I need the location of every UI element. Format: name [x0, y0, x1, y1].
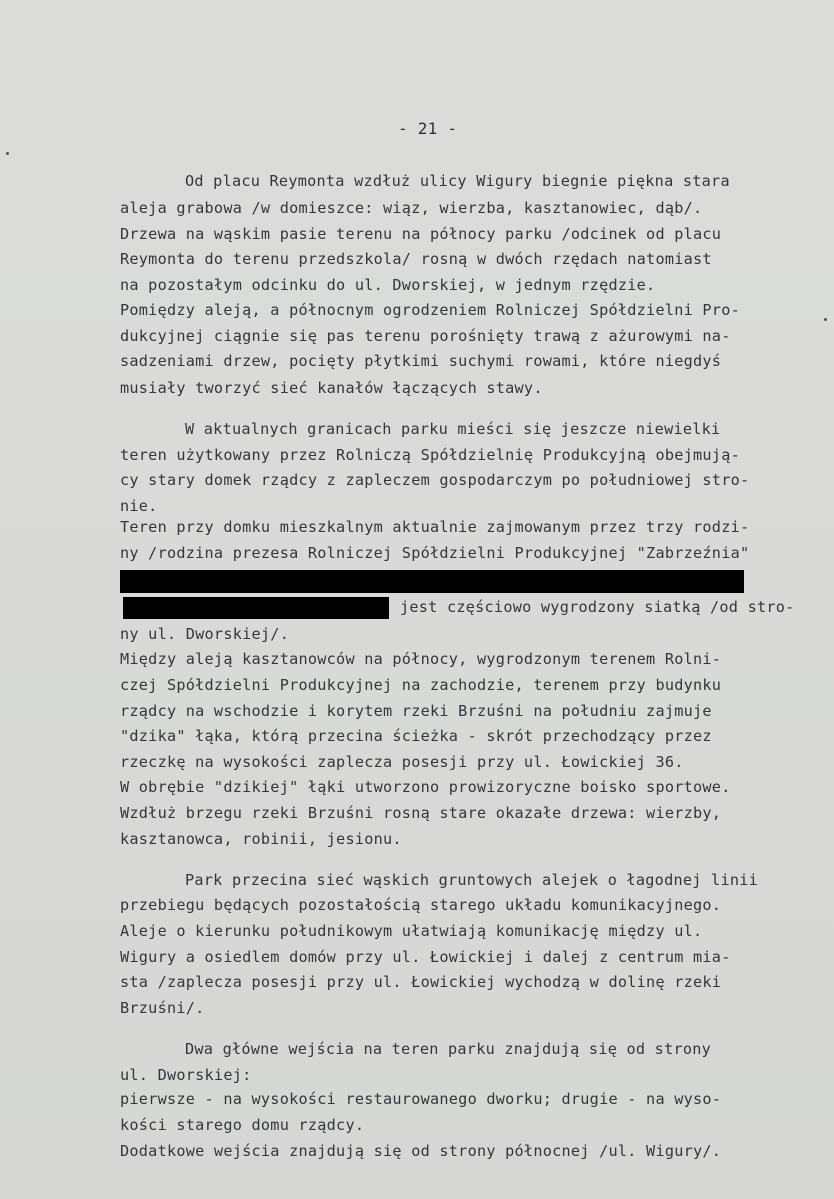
text-line: Brzuśni/.	[120, 999, 205, 1017]
text-line: aleja grabowa /w domieszce: wiąz, wierzba, kasztanowiec, dąb/.	[120, 199, 703, 217]
redaction-bar	[120, 570, 744, 593]
text-line: Dwa główne wejścia na teren parku znajdują się od strony	[185, 1040, 712, 1058]
text-line: czej Spółdzielni Produkcyjnej na zachodzie, terenem przy budynku	[120, 676, 722, 694]
text-line: W aktualnych granicach parku mieści się jeszcze niewielki	[185, 420, 721, 438]
text-line: Wigury a osiedlem domów przy ul. Łowickiej i dalej z centrum mia-	[120, 948, 731, 966]
text-line: Park przecina sieć wąskich gruntowych alejek o łagodnej linii	[185, 871, 759, 889]
text-line: rządcy na wschodzie i korytem rzeki Brzuśni na południu zajmuje	[120, 702, 712, 720]
text-line: sta /zaplecza posesji przy ul. Łowickiej wychodzą w dolinę rzeki	[120, 973, 722, 991]
text-line: Drzewa na wąskim pasie terenu na północy parku /odcinek od placu	[120, 225, 722, 243]
text-line: Od placu Reymonta wzdłuż ulicy Wigury biegnie piękna stara	[185, 172, 730, 190]
text-line: sadzeniami drzew, pocięty płytkimi suchymi rowami, które niegdyś	[120, 352, 722, 370]
text-line: kasztanowca, robinii, jesionu.	[120, 830, 402, 848]
redaction-bar	[123, 597, 389, 619]
text-line: jest częściowo wygrodzony siatką /od stro-	[400, 598, 795, 616]
text-line: cy stary domek rządcy z zapleczem gospodarczym po południowej stro-	[120, 471, 750, 489]
page-number: - 21 -	[398, 119, 458, 138]
text-line: pierwsze - na wysokości restaurowanego dworku; drugie - na wyso-	[120, 1090, 722, 1108]
text-line: rzeczkę na wysokości zaplecza posesji przy ul. Łowickiej 36.	[120, 753, 684, 771]
text-line: "dzika" łąka, którą przecina ścieżka - skrót przechodzący przez	[120, 727, 712, 745]
text-line: kości starego domu rządcy.	[120, 1116, 365, 1134]
text-line: przebiegu będących pozostałością starego układu komunikacyjnego.	[120, 896, 722, 914]
text-line: na pozostałym odcinku do ul. Dworskiej, w jednym rzędzie.	[120, 276, 656, 294]
text-line: Wzdłuż brzegu rzeki Brzuśni rosną stare okazałe drzewa: wierzby,	[120, 804, 722, 822]
text-line: Dodatkowe wejścia znajdują się od strony północnej /ul. Wigury/.	[120, 1142, 722, 1160]
text-line: Aleje o kierunku południkowym ułatwiają komunikację między ul.	[120, 922, 703, 940]
text-line: ul. Dworskiej:	[120, 1066, 252, 1084]
text-line: ny ul. Dworskiej/.	[120, 625, 290, 643]
text-line: musiały tworzyć sieć kanałów łączących stawy.	[120, 379, 543, 397]
text-line: Pomiędzy aleją, a północnym ogrodzeniem Rolniczej Spółdzielni Pro-	[120, 301, 740, 319]
text-line: Reymonta do terenu przedszkola/ rosną w dwóch rzędach natomiast	[120, 250, 712, 268]
text-line: nie.	[120, 497, 158, 515]
text-line: Teren przy domku mieszkalnym aktualnie zajmowanym przez trzy rodzi-	[120, 518, 750, 536]
text-line: dukcyjnej ciągnie się pas terenu porośnięty trawą z ażurowymi na-	[120, 327, 731, 345]
text-line: W obrębie "dzikiej" łąki utworzono prowizoryczne boisko sportowe.	[120, 778, 731, 796]
text-line: teren użytkowany przez Rolniczą Spółdzielnię Produkcyjną obejmują-	[120, 446, 740, 464]
text-line: Między aleją kasztanowców na północy, wygrodzonym terenem Rolni-	[120, 650, 722, 668]
paper-mark	[824, 318, 827, 321]
paper-mark	[6, 152, 9, 155]
text-line: ny /rodzina prezesa Rolniczej Spółdzielni Produkcyjnej "Zabrzeźnia"	[120, 544, 750, 562]
